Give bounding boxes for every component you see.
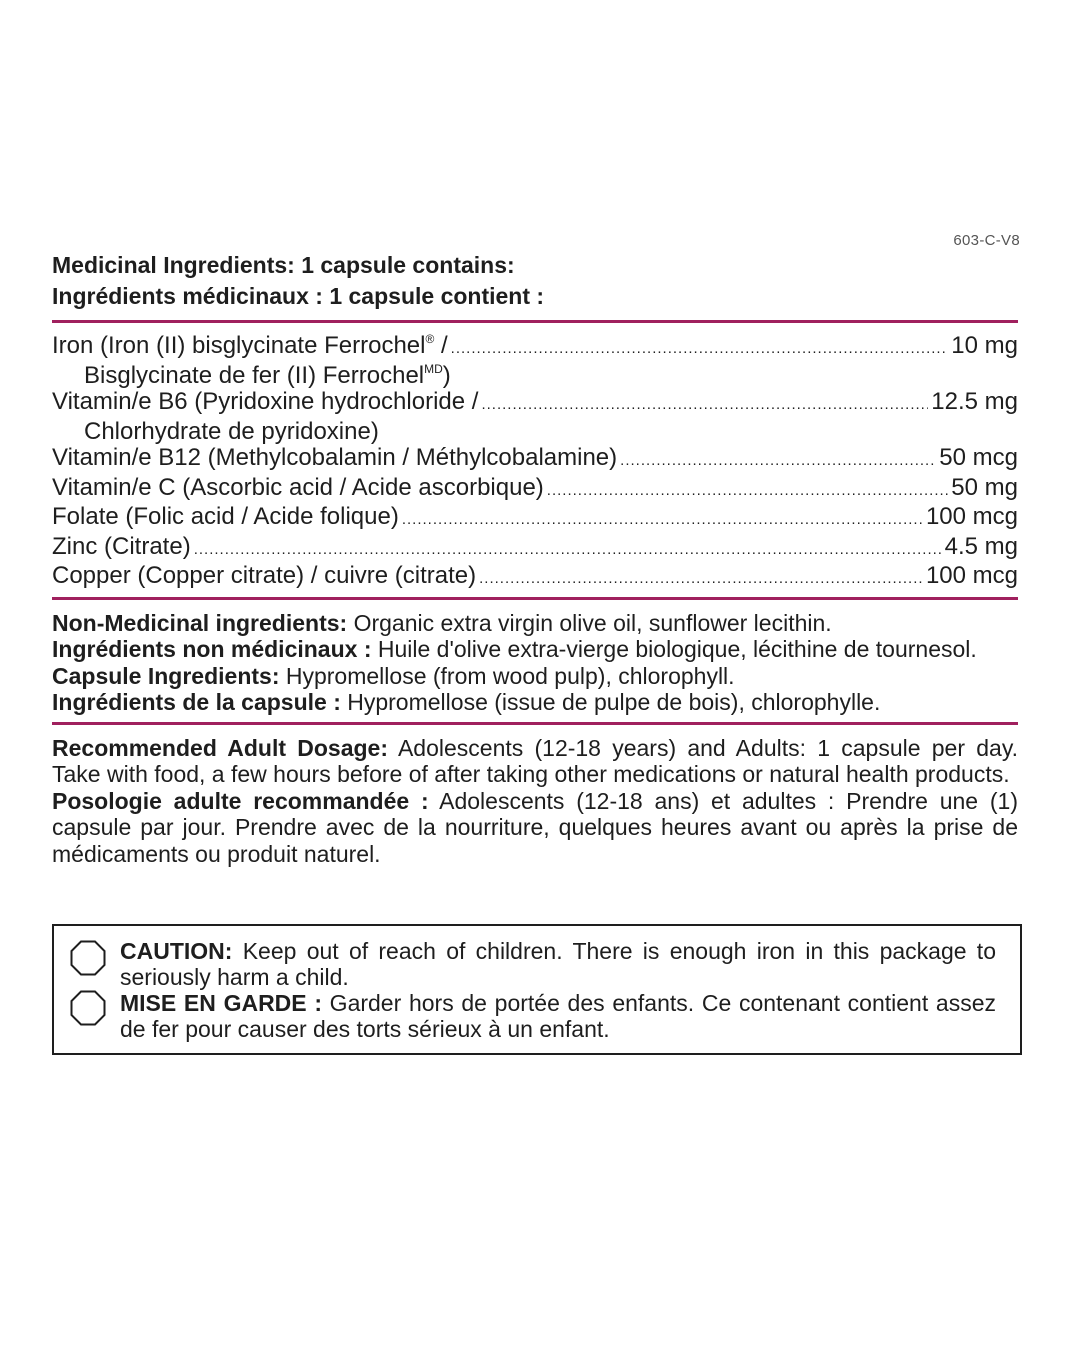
ingredient-amount: 100 mcg xyxy=(925,503,1018,530)
ingredient-name: Vitamin/e B6 (Pyridoxine hydrochloride / xyxy=(52,388,479,415)
dosage-en xyxy=(52,735,1018,788)
dot-leader xyxy=(481,392,928,419)
dosage-section xyxy=(52,725,1018,874)
ingredient-name-suffix: / xyxy=(434,332,448,359)
dosage-en-text: Adolescents (12-18 years) and Adults: 1 capsule per day. Take with food, a few hours before of after taking other medications or natural health products. xyxy=(52,734,1019,787)
caution-text xyxy=(120,938,996,1042)
ingredient-name: Vitamin/e C (Ascorbic acid / Acide ascorbique) xyxy=(52,473,544,501)
caution-fr xyxy=(120,990,996,1042)
ingredient-row xyxy=(52,475,1018,505)
medicinal-heading-fr: Ingrédients médicinaux : 1 capsule contient : xyxy=(52,283,545,309)
dot-leader xyxy=(479,566,923,593)
ingredient-amount: 4.5 mg xyxy=(944,532,1018,560)
octagon-icon xyxy=(70,940,106,976)
medicinal-heading-en: Medicinal Ingredients: 1 capsule contains: xyxy=(52,252,515,278)
non-medicinal-en-text: Organic extra virgin olive oil, sunflower lecithin. xyxy=(347,609,832,636)
ingredient-amount: 50 mg xyxy=(951,473,1018,501)
ingredient-amount: 10 mg xyxy=(951,332,1018,359)
ingredient-list xyxy=(52,323,1018,597)
ingredient-row xyxy=(52,333,1018,363)
ingredient-row xyxy=(52,504,1018,534)
non-medicinal-en-label: Non-Medicinal ingredients: xyxy=(52,609,348,636)
caution-fr-label: MISE EN GARDE : xyxy=(120,990,322,1016)
ingredient-subline xyxy=(52,363,1018,390)
registered-mark: ® xyxy=(425,332,435,346)
ingredient-name: Folate (Folic acid / Acide folique) xyxy=(52,503,399,530)
ingredient-sub-suffix: ) xyxy=(442,361,451,389)
non-medicinal-fr-label: Ingrédients non médicinaux : xyxy=(52,636,372,662)
ingredient-amount: 100 mcg xyxy=(925,562,1018,589)
ingredient-sub-name: Bisglycinate de fer (II) Ferrochel xyxy=(84,361,425,389)
dosage-fr-label: Posologie adulte recommandée : xyxy=(52,787,429,814)
capsule-ingredients-en xyxy=(52,663,1018,690)
caution-fr-text: Garder hors de portée des enfants. Ce contenant contient assez de fer pour causer des torts sérieux à un enfant. xyxy=(120,990,997,1042)
ingredient-row xyxy=(52,445,1018,475)
capsule-fr-text: Hypromellose (issue de pulpe de bois), chlorophylle. xyxy=(340,689,881,715)
dot-leader xyxy=(620,448,936,475)
octagon-icon xyxy=(70,990,106,1026)
ingredient-amount: 50 mcg xyxy=(939,444,1018,471)
dosage-fr-text: Adolescents (12-18 ans) et adultes : Prendre une (1) capsule par jour. Prendre avec de la nourriture, quelques heures avant ou après la prise de médicaments ou produit naturel. xyxy=(52,787,1018,867)
caution-en-label: CAUTION: xyxy=(120,938,233,964)
ingredient-row xyxy=(52,563,1018,593)
caution-en-text: Keep out of reach of children. There is enough iron in this package to seriously harm a child. xyxy=(120,938,996,990)
ingredient-name: Iron (Iron (II) bisglycinate Ferrochel xyxy=(52,332,426,359)
capsule-en-text: Hypromellose (from wood pulp), chlorophyll. xyxy=(279,662,735,689)
ingredient-name: Zinc (Citrate) xyxy=(52,532,191,560)
dot-leader xyxy=(194,537,942,564)
capsule-ingredients-fr xyxy=(52,689,1018,716)
ingredient-row xyxy=(52,389,1018,419)
capsule-fr-label: Ingrédients de la capsule : xyxy=(52,689,341,715)
non-medicinal-fr xyxy=(52,636,1018,663)
dot-leader xyxy=(402,507,923,534)
ingredient-amount: 12.5 mg xyxy=(931,388,1018,415)
dot-leader xyxy=(451,336,949,363)
ingredient-row xyxy=(52,534,1018,564)
ingredient-sub-name: Chlorhydrate de pyridoxine) xyxy=(84,417,379,445)
dosage-en-label: Recommended Adult Dosage: xyxy=(52,734,388,761)
dot-leader xyxy=(547,478,949,505)
caution-box xyxy=(52,924,1022,1055)
non-medicinal-fr-text: Huile d'olive extra-vierge biologique, lécithine de tournesol. xyxy=(371,636,977,662)
non-medicinal-section xyxy=(52,600,1018,722)
non-medicinal-en xyxy=(52,610,1018,637)
ingredient-name: Copper (Copper citrate) / cuivre (citrate) xyxy=(52,562,477,589)
label-code: 603-C-V8 xyxy=(953,232,1020,249)
ingredient-name: Vitamin/e B12 (Methylcobalamin / Méthylcobalamine) xyxy=(52,444,618,471)
capsule-en-label: Capsule Ingredients: xyxy=(52,662,280,689)
caution-en xyxy=(120,938,996,990)
md-mark: MD xyxy=(424,361,443,376)
label-panel xyxy=(52,250,1018,873)
dosage-fr xyxy=(52,788,1018,868)
